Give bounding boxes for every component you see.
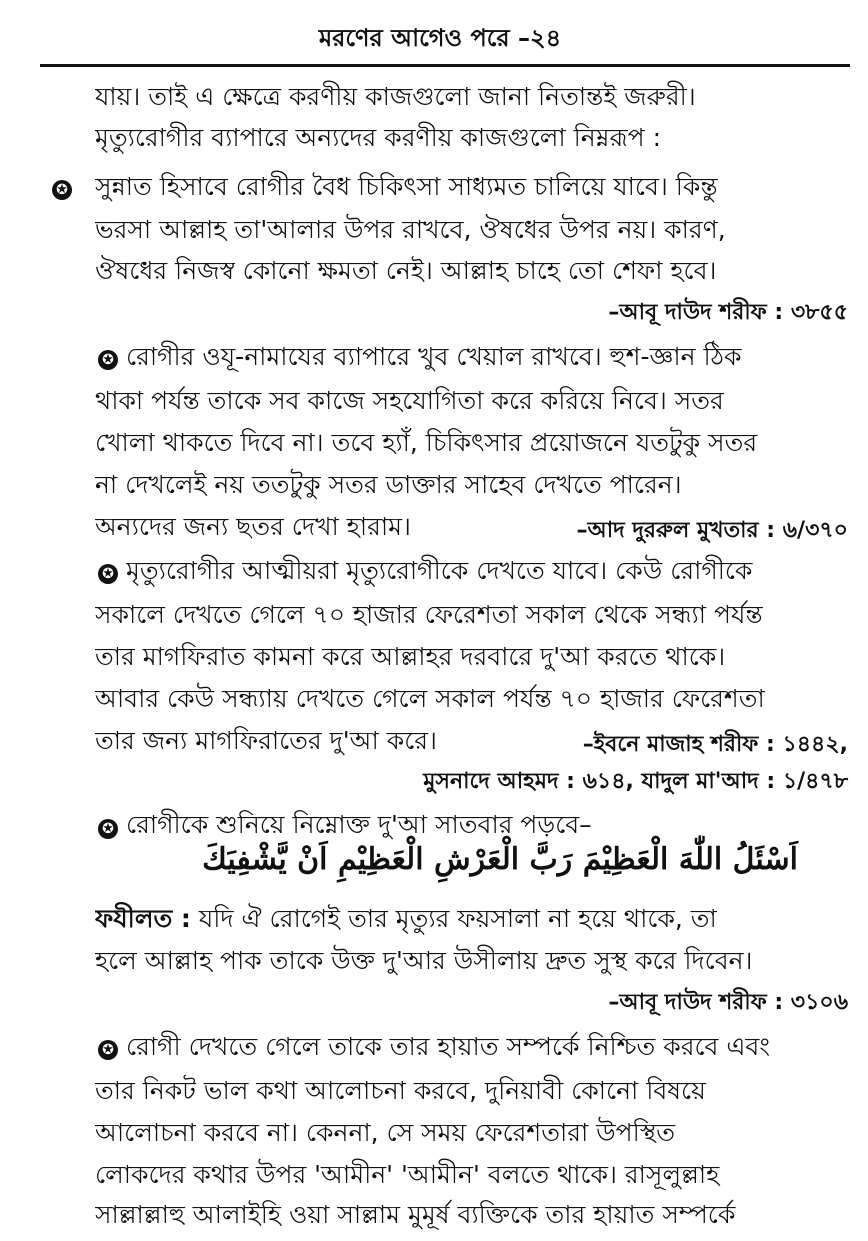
star-bullet-icon: ✪ — [98, 564, 118, 584]
text-line: না দেখলেই নয় ততটুকু সতর ডাক্তার সাহেব দেখতে পারেন। — [95, 470, 682, 499]
arabic-dua: اَسْئَلُ اللّٰهَ الْعَظِيْمَ رَبَّ الْعَرْشِ الْعَظِيْمِ اَنْ يَّشْفِيَكَ — [202, 842, 798, 877]
text-line: মৃত্যুরোগীর আত্মীয়রা মৃত্যুরোগীকে দেখতে যাবে। কেউ রোগীকে — [126, 556, 753, 585]
text-line: আলোচনা করবে না। কেননা, সে সময় ফেরেশতারা উপস্থিত — [95, 1118, 676, 1147]
fazilat-label: ফযীলত : — [95, 904, 191, 933]
reference: –আদ দুররুল মুখতার : ৬/৩৭০ — [576, 518, 848, 543]
star-bullet-icon: ✪ — [52, 180, 72, 200]
text-line: রোগী দেখতে গেলে তাকে তার হায়াত সম্পর্কে নিশ্চিত করবে এবং — [126, 1032, 771, 1061]
text-line: ঔষধের নিজস্ব কোনো ক্ষমতা নেই। আল্লাহ চাহে তো শেফা হবে। — [95, 256, 717, 285]
text-line: তার জন্য মাগফিরাতের দু'আ করে। — [95, 726, 437, 755]
text-line: খোলা থাকতে দিবে না। তবে হ্যাঁ, চিকিৎসার প্রয়োজনে যতটুকু সতর — [95, 428, 758, 457]
header-rule — [40, 64, 850, 67]
text-line: তার মাগফিরাত কামনা করে আল্লাহর দরবারে দু'আ করতে থাকে। — [95, 642, 726, 671]
reference: –আবূ দাউদ শরীফ : ৩১০৬ — [608, 990, 848, 1015]
page-header — [40, 8, 840, 60]
text-line: রোগীকে শুনিয়ে নিম্নোক্ত দু'আ সাতবার পড়বে– — [126, 810, 592, 839]
text-line: যায়। তাই এ ক্ষেত্রে করণীয় কাজগুলো জানা নিতান্তই জরুরী। — [95, 82, 696, 111]
page-title: মরণের আগেও পরে –২৪ — [318, 24, 562, 52]
text-line: আবার কেউ সন্ধ্যায় দেখতে গেলে সকাল পর্যন্ত ৭০ হাজার ফেরেশতা — [95, 684, 765, 713]
text-line: সুন্নাত হিসাবে রোগীর বৈধ চিকিৎসা সাধ্যমত চালিয়ে যাবে। কিন্তু — [95, 172, 718, 201]
text-line: তার নিকট ভাল কথা আলোচনা করবে, দুনিয়াবী কোনো বিষয়ে — [95, 1076, 706, 1105]
text-line: লোকদের কথার উপর 'আমীন' 'আমীন' বলতে থাকে। রাসূলুল্লাহ — [95, 1160, 720, 1189]
text-line: সাল্লাল্লাহু আলাইহি ওয়া সাল্লাম মুমূর্ষ ব্যক্তিকে তার হায়াত সম্পর্কে — [95, 1200, 736, 1229]
text-line: হলে আল্লাহ পাক তাকে উক্ত দু'আর উসীলায় দ্রুত সুস্থ করে দিবেন। — [95, 946, 753, 975]
star-bullet-icon: ✪ — [98, 350, 118, 370]
text-line: অন্যদের জন্য ছতর দেখা হারাম। — [95, 512, 411, 541]
text-line: যদি ঐ রোগেই তার মৃত্যুর ফয়সালা না হয়ে থাকে, তা — [198, 904, 717, 933]
text-line: থাকা পর্যন্ত তাকে সব কাজে সহযোগিতা করে করিয়ে নিবে। সতর — [95, 386, 724, 415]
reference: –আবূ দাউদ শরীফ : ৩৮৫৫ — [608, 300, 848, 325]
text-line: ভরসা আল্লাহ তা'আলার উপর রাখবে, ঔষধের উপর নয়। কারণ, — [95, 215, 726, 244]
reference: –ইবনে মাজাহ শরীফ : ১৪৪২, — [582, 732, 848, 757]
star-bullet-icon: ✪ — [98, 1040, 118, 1060]
text-line: সকালে দেখতে গেলে ৭০ হাজার ফেরেশতা সকাল থেকে সন্ধ্যা পর্যন্ত — [95, 600, 763, 629]
text-line: রোগীর ওযূ-নামাযের ব্যাপারে খুব খেয়াল রাখবে। হুশ-জ্ঞান ঠিক — [126, 342, 742, 371]
text-line: মৃত্যুরোগীর ব্যাপারে অন্যদের করণীয় কাজগুলো নিম্নরূপ : — [95, 123, 662, 152]
reference: মুসনাদে আহমদ : ৬১৪, যাদুল মা'আদ : ১/৪৭৮ — [423, 769, 848, 794]
star-bullet-icon: ✪ — [98, 819, 118, 839]
